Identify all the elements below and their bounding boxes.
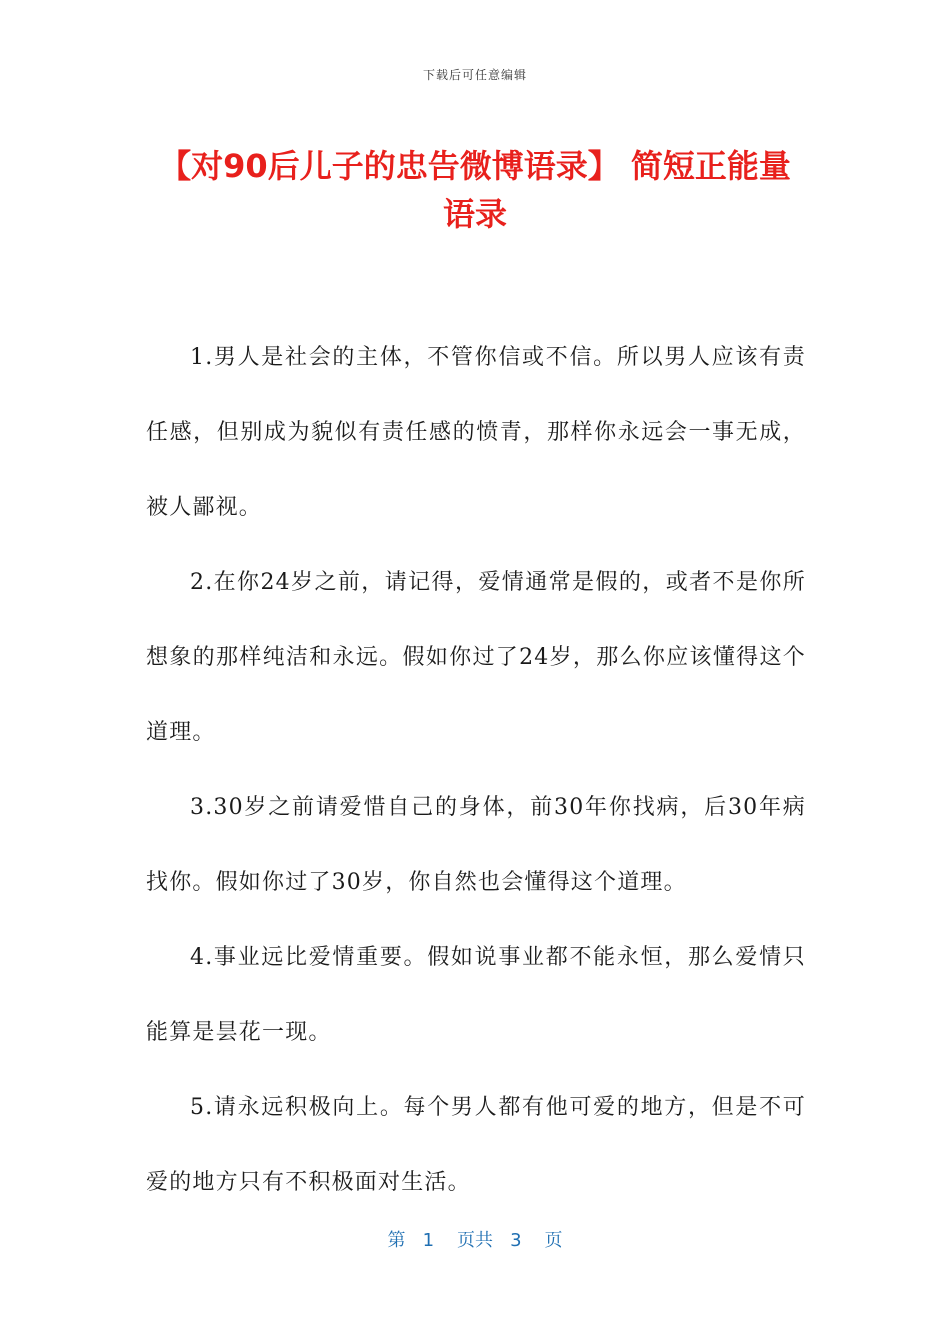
page-footer xyxy=(0,1226,950,1252)
paragraph-4: 4.事业远比爱情重要。假如说事业都不能永恒，那么爱情只能算是昙花一现。 xyxy=(146,945,806,1045)
current-page-number: 1 xyxy=(422,1230,435,1251)
page-label-middle: 页共 xyxy=(457,1230,493,1251)
header-note: 下载后可任意编辑 xyxy=(422,68,527,82)
paragraph-2: 2.在你24岁之前，请记得，爱情通常是假的，或者不是你所想象的那样纯洁和永远。假如你过了24岁，那么你应该懂得这个道理。 xyxy=(146,570,806,745)
paragraph-3: 3.30岁之前请爱惜自己的身体，前30年你找病，后30年病找你。假如你过了30岁，你自然也会懂得这个道理。 xyxy=(146,795,806,895)
document-body xyxy=(146,320,806,1220)
document-title: 【对90后儿子的忠告微博语录】 简短正能量语录 xyxy=(159,147,791,233)
page-label-prefix: 第 xyxy=(387,1230,406,1251)
total-pages-number: 3 xyxy=(510,1230,522,1251)
paragraph-5: 5.请永远积极向上。每个男人都有他可爱的地方，但是不可爱的地方只有不积极面对生活。 xyxy=(146,1095,806,1195)
page-label-suffix: 页 xyxy=(544,1230,563,1251)
paragraph-1: 1.男人是社会的主体，不管你信或不信。所以男人应该有责任感，但别成为貌似有责任感的愤青，那样你永远会一事无成，被人鄙视。 xyxy=(146,345,806,520)
